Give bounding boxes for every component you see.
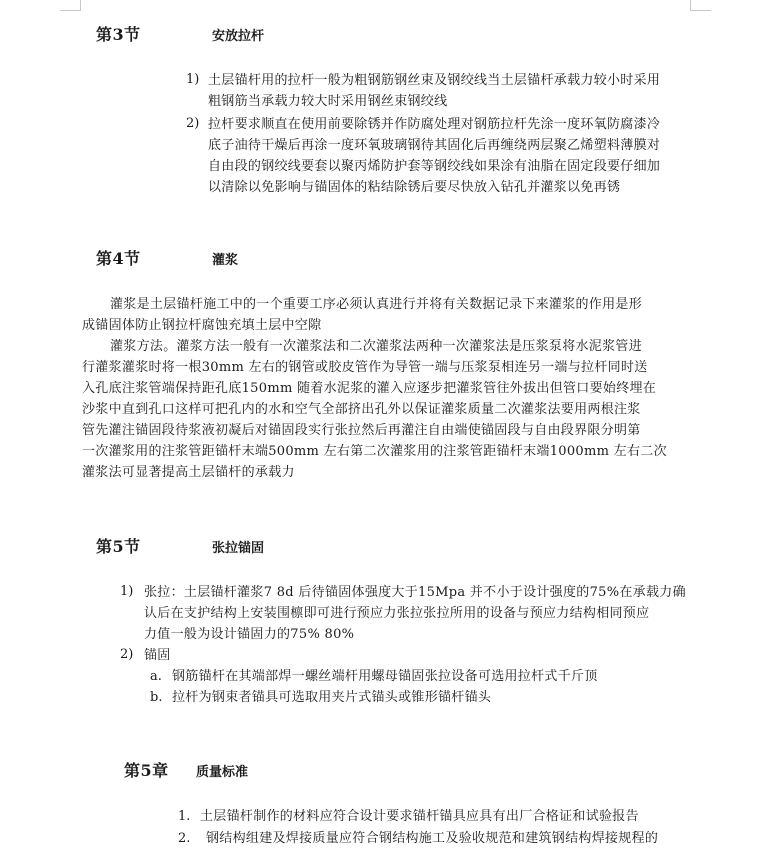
text-line: 土层锚杆用的拉杆一般为粗钢筋钢丝束及钢绞线当土层锚杆承载力较小时采用 (208, 73, 661, 88)
list-item (144, 645, 171, 666)
paragraph (82, 294, 667, 483)
text-line: 粗钢筋当承载力较大时采用钢丝束钢绞线 (208, 94, 448, 109)
chapter-title: 质量标准 (196, 765, 249, 780)
list-marker: 2) (186, 116, 200, 131)
text-line: 张拉：土层锚杆灌浆7 8d 后待锚固体强度大于15Mpa 并不小于设计强度的75%在承载力确 (144, 585, 686, 600)
text-line: 沙浆中直到孔口这样可把孔内的水和空气全部挤出孔外以保证灌浆质量二次灌浆法要用两根注浆 (82, 402, 641, 417)
section-number: 第4节 (96, 249, 141, 268)
text-line: 拉杆要求顺直在使用前要除锈并作防腐处理对钢筋拉杆先涂一度环氧防腐漆冷 (208, 117, 661, 132)
text-line: 灌浆方法。灌浆方法一般有一次灌浆法和二次灌浆法两种一次灌浆法是压浆泵将水泥浆管进 (110, 339, 643, 354)
list-item: 土层锚杆制作的材料应符合设计要求锚杆锚具应具有出厂合格证和试验报告 (200, 809, 639, 824)
text-line: 行灌浆灌浆时将一根30mm 左右的钢管或胶皮管作为导管一端与压浆泵相连另一端与拉杆同时送 (82, 360, 648, 375)
sublist-item: 钢筋锚杆在其端部焊一螺丝端杆用螺母锚固张拉设备可选用拉杆式千斤顶 (172, 669, 598, 684)
list-item: 钢结构组建及焊接质量应符合钢结构施工及验收规范和建筑钢结构焊接规程的 (206, 831, 659, 846)
list-item (208, 114, 660, 198)
text-line: 灌浆是土层锚杆施工中的一个重要工序必须认真进行并将有关数据记录下来灌浆的作用是形 (110, 297, 643, 312)
text-line: 入孔底注浆管端保持距孔底150mm 随着水泥浆的灌入应逐步把灌浆管往外拔出但管口要始终埋在 (82, 381, 657, 396)
list-marker: 1) (186, 72, 200, 87)
sublist-item: 拉杆为钢束者锚具可选取用夹片式锚头或锥形锚杆锚头 (172, 690, 492, 705)
section-title: 安放拉杆 (212, 29, 265, 44)
text-line: 力值一般为设计锚固力的75% 80% (144, 627, 355, 642)
text-line: 认后在支护结构上安装围檩即可进行预应力张拉张拉所用的设备与预应力结构相同预应 (144, 606, 650, 621)
list-marker: 1) (120, 584, 134, 599)
section-number: 第5节 (96, 537, 141, 556)
text-line: 底子油待干燥后再涂一度环氧玻璃钢待其固化后再缠绕两层聚乙烯塑料薄膜对 (208, 138, 661, 153)
chapter-number: 第5章 (124, 761, 169, 780)
section-title: 张拉锚固 (212, 541, 265, 556)
list-marker: 1. (178, 809, 191, 824)
sublist-marker: b. (150, 690, 163, 705)
list-item (144, 582, 686, 645)
sublist-marker: a. (150, 669, 162, 684)
page-corner-marker-left (60, 0, 81, 11)
list-marker: 2. (178, 831, 191, 846)
text-line: 一次灌浆用的注浆管距锚杆末端500mm 左右第二次灌浆用的注浆管距锚杆末端1000mm 左右二次 (82, 444, 667, 459)
text-line: 以清除以免影响与锚固体的粘结除锈后要尽快放入钻孔并灌浆以免再锈 (208, 180, 621, 195)
list-marker: 2) (120, 647, 134, 662)
page-corner-marker-right (690, 0, 711, 11)
section-title: 灌浆 (212, 253, 239, 268)
section-number: 第3节 (96, 25, 141, 44)
text-line: 管先灌注锚固段待浆液初凝后对锚固段实行张拉然后再灌注自由端使锚固段与自由段界限分明第 (82, 423, 641, 438)
list-item (208, 70, 660, 112)
text-line: 自由段的钢绞线要套以聚丙烯防护套等钢绞线如果涂有油脂在固定段要仔细加 (208, 159, 661, 174)
text-line: 锚固 (144, 648, 171, 663)
text-line: 灌浆法可显著提高土层锚杆的承载力 (82, 465, 295, 480)
text-line: 成锚固体防止钢拉杆腐蚀充填土层中空隙 (82, 318, 322, 333)
